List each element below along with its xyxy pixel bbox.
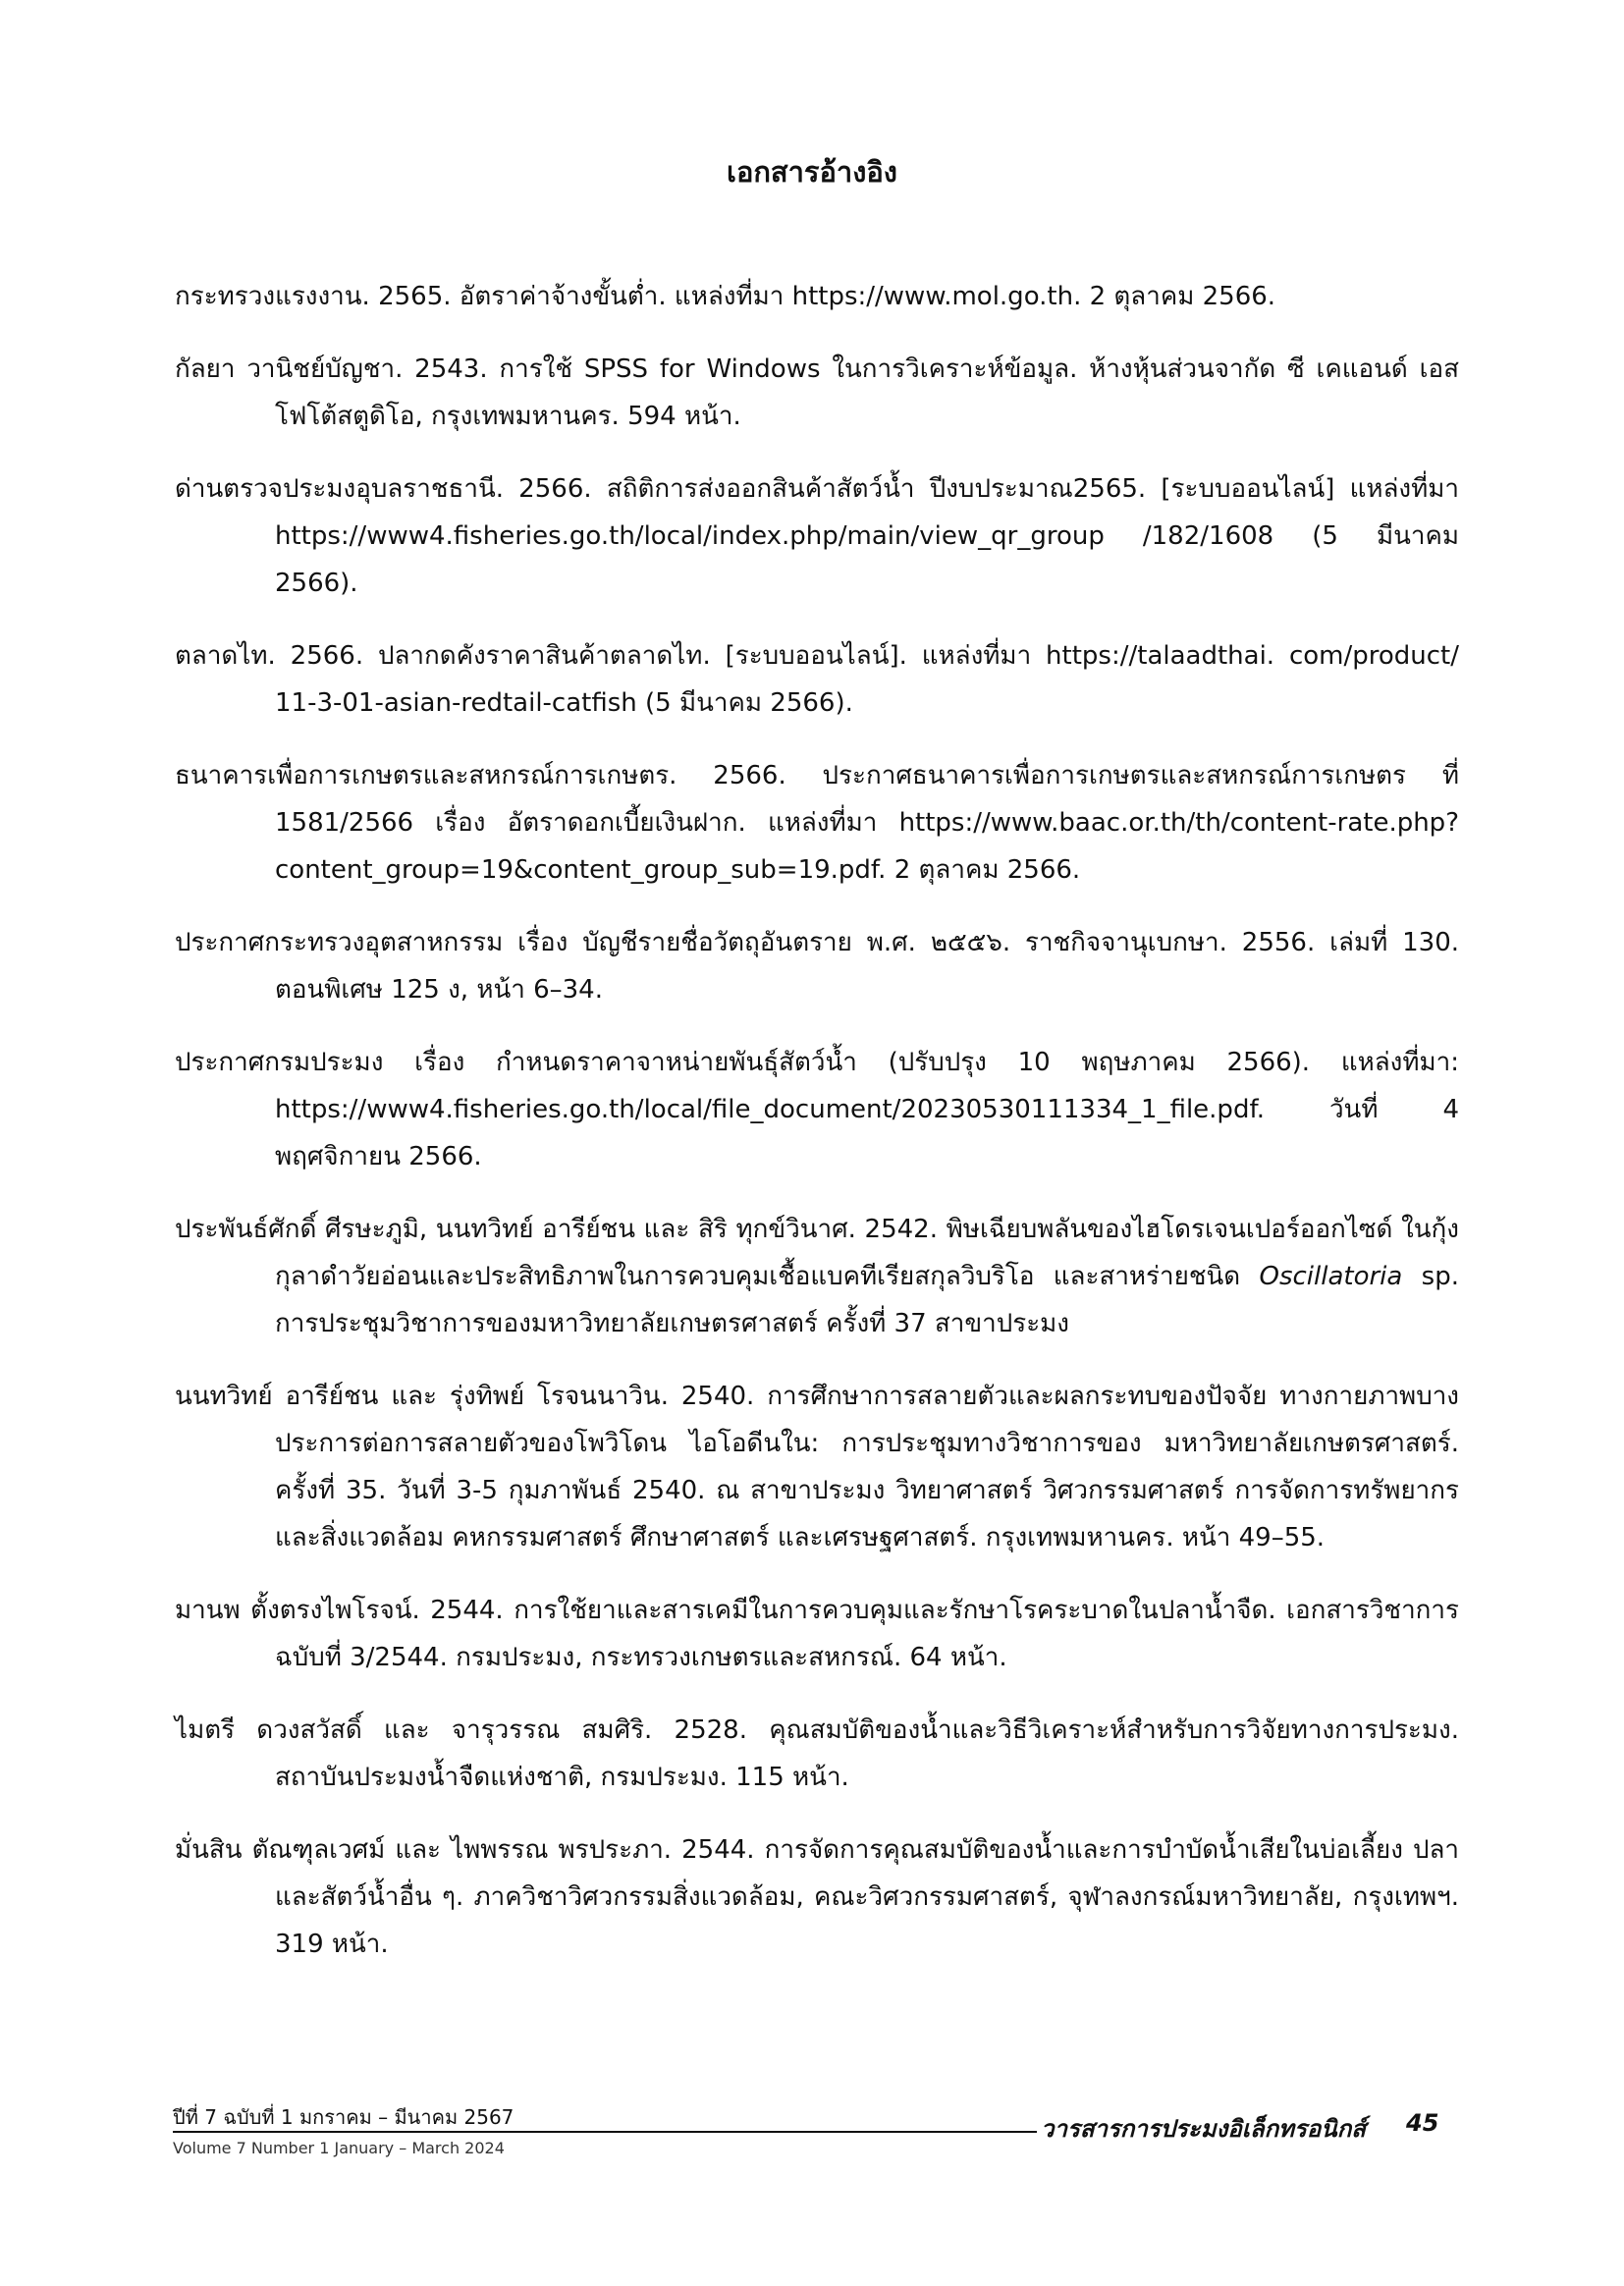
page-number: 45 [1406, 2109, 1439, 2137]
reference-item: กระทรวงแรงงาน. 2565. อัตราค่าจ้างขั้นต่ำ. แหล่งที่มา https://www.mol.go.th. 2 ตุลาคม 2566. [175, 282, 1276, 311]
reference-item: กัลยา วานิชย์บัญชา. 2543. การใช้ SPSS for Windows ในการวิเคราะห์ข้อมูล. ห้างหุ้นส่วนจากัด ซี เคแอนด์ เอส โฟโต้สตูดิโอ, กรุงเทพมหานคร. 594 หน้า. [175, 354, 1459, 431]
reference-item: ประกาศกรมประมง เรื่อง กำหนดราคาจาหน่ายพันธุ์สัตว์น้ำ (ปรับปรุง 10 พฤษภาคม 2566). แหล่งที่มา: https://www4.fisheries.go.th/local/file_document/20230530111334_1_file.pdf. วันที่ 4 พฤศจิกายน 2566. [175, 1048, 1459, 1171]
reference-item: ประกาศกระทรวงอุตสาหกรรม เรื่อง บัญชีรายชื่อวัตถุอันตราย พ.ศ. ๒๕๕๖. ราชกิจจานุเบกษา. 2556. เล่มที่ 130. ตอนพิเศษ 125 ง, หน้า 6–34. [175, 928, 1459, 1005]
reference-item [175, 1206, 1459, 1347]
reference-text: ประพันธ์ศักดิ์ ศีรษะภูมิ, นนทวิทย์ อารีย์ชน และ สิริ ทุกข์วินาศ. 2542. พิษเฉียบพลันของไฮโดรเจนเปอร์ออกไซด์ ในกุ้งกุลาดำวัยอ่อนและประสิทธิภาพในการควบคุมเชื้อแบคทีเรียสกุลวิบริโอ และสาหร่ายชนิด [175, 1215, 1459, 1291]
page-title: เอกสารอ้างอิง [727, 155, 897, 189]
reference-text: sp. การประชุมวิชาการของมหาวิทยาลัยเกษตรศาสตร์ ครั้งที่ 37 สาขาประมง [275, 1262, 1459, 1338]
reference-item: ธนาคารเพื่อการเกษตรและสหกรณ์การเกษตร. 2566. ประกาศธนาคารเพื่อการเกษตรและสหกรณ์การเกษตร ที่ 1581/2566 เรื่อง อัตราดอกเบี้ยเงินฝาก. แหล่งที่มา https://www.baac.or.th/th/content-rate.php?content_group=19&content_group_sub=19.pdf. 2 ตุลาคม 2566. [175, 761, 1459, 885]
footer-divider [173, 2131, 1037, 2133]
reference-item: ตลาดไท. 2566. ปลากดคังราคาสินค้าตลาดไท. [ระบบออนไลน์]. แหล่งที่มา https://talaadthai. com/product/ 11-3-01-asian-redtail-catfish (5 มีนาคม 2566). [175, 641, 1459, 718]
footer-issue-english: Volume 7 Number 1 January – March 2024 [173, 2139, 505, 2157]
reference-item: นนทวิทย์ อารีย์ชน และ รุ่งทิพย์ โรจนนาวิน. 2540. การศึกษาการสลายตัวและผลกระทบของปัจจัย ทางกายภาพบางประการต่อการสลายตัวของโพวิโดน ไอโอดีนใน: การประชุมทางวิชาการของ มหาวิทยาลัยเกษตรศาสตร์. ครั้งที่ 35. วันที่ 3-5 กุมภาพันธ์ 2540. ณ สาขาประมง วิทยาศาสตร์ วิศวกรรมศาสตร์ การจัดการทรัพยากรและสิ่งแวดล้อม คหกรรมศาสตร์ ศึกษาศาสตร์ และเศรษฐศาสตร์. กรุงเทพมหานคร. หน้า 49–55. [175, 1382, 1459, 1552]
reference-item: มานพ ตั้งตรงไพโรจน์. 2544. การใช้ยาและสารเคมีในการควบคุมและรักษาโรคระบาดในปลาน้ำจืด. เอกสารวิชาการฉบับที่ 3/2544. กรมประมง, กระทรวงเกษตรและสหกรณ์. 64 หน้า. [175, 1596, 1459, 1672]
reference-item: ด่านตรวจประมงอุบลราชธานี. 2566. สถิติการส่งออกสินค้าสัตว์น้ำ ปีงบประมาณ2565. [ระบบออนไลน์] แหล่งที่มา https://www4.fisheries.go.th/local/index.php/main/view_qr_group /182/1608 (5 มีนาคม 2566). [175, 474, 1459, 598]
reference-item: ไมตรี ดวงสวัสดิ์ และ จารุวรรณ สมศิริ. 2528. คุณสมบัติของน้ำและวิธีวิเคราะห์สำหรับการวิจัยทางการประมง. สถาบันประมงน้ำจืดแห่งชาติ, กรมประมง. 115 หน้า. [175, 1715, 1459, 1792]
reference-list [175, 247, 1459, 1986]
scientific-name: Oscillatoria [1259, 1262, 1403, 1291]
footer-journal-name: วารสารการประมงอิเล็กทรอนิกส์ [1041, 2115, 1366, 2143]
footer-issue-thai: ปีที่ 7 ฉบับที่ 1 มกราคม – มีนาคม 2567 [173, 2105, 514, 2129]
reference-item: มั่นสิน ตัณฑุลเวศม์ และ ไพพรรณ พรประภา. 2544. การจัดการคุณสมบัติของน้ำและการบำบัดน้ำเสียในบ่อเลี้ยง ปลาและสัตว์น้ำอื่น ๆ. ภาควิชาวิศวกรรมสิ่งแวดล้อม, คณะวิศวกรรมศาสตร์, จุฬาลงกรณ์มหาวิทยาลัย, กรุงเทพฯ. 319 หน้า. [175, 1835, 1459, 1959]
